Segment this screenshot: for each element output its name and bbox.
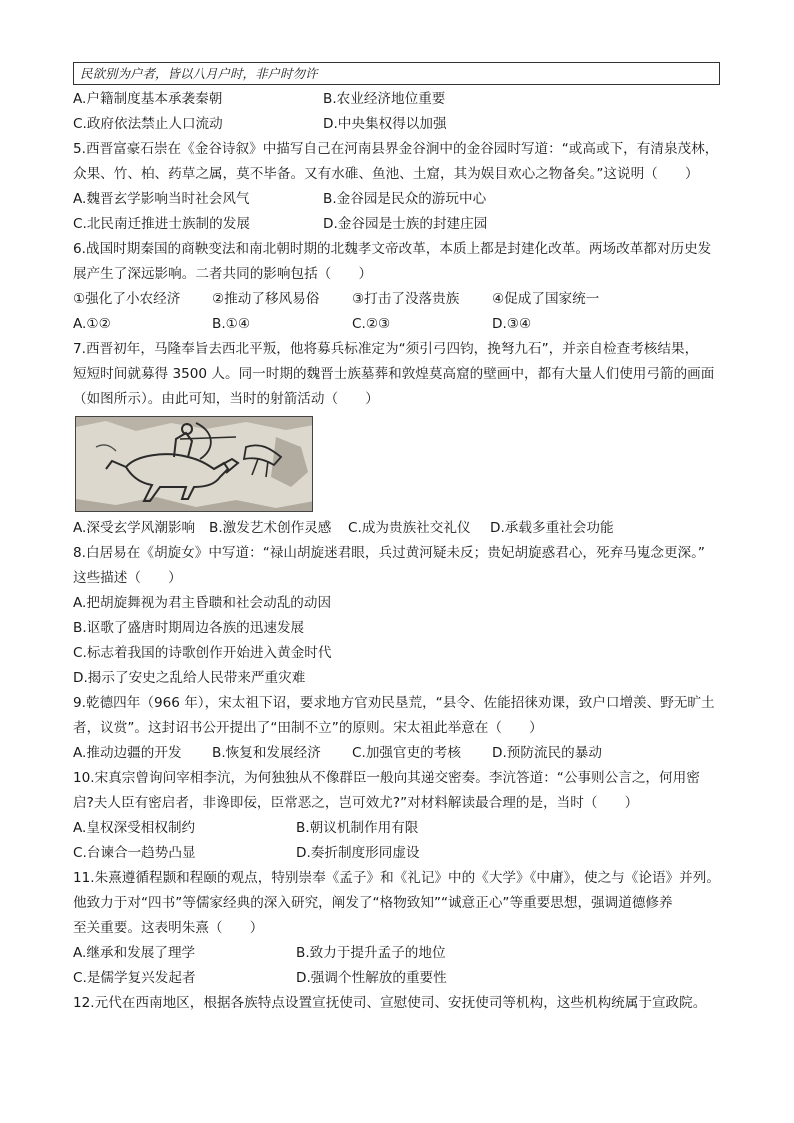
q6-option-c[interactable]: C.②③ — [352, 316, 391, 332]
q5-option-d[interactable]: D.金谷园是士族的封建庄园 — [323, 216, 488, 232]
q6-stem-line-2: 展产生了深远影响。二者共同的影响包括（ ） — [73, 266, 373, 282]
q5-stem-line-2: 众果、竹、柏、药草之属，莫不毕备。又有水碓、鱼池、土窟，其为娱目欢心之物备矣。”这说明（ ） — [73, 166, 699, 182]
q5-option-a[interactable]: A.魏晋玄学影响当时社会风气 — [73, 191, 250, 207]
q11-option-d[interactable]: D.强调个性解放的重要性 — [296, 970, 447, 986]
q4-option-b[interactable]: B.农业经济地位重要 — [323, 91, 446, 107]
q10-stem-line-1: 10.宋真宗曾询问宰相李沆，为何独独从不像群臣一般向其递交密奏。李沆答道：“公事则公言之，何用密 — [73, 770, 700, 786]
q8-stem-line-2: 这些描述（ ） — [73, 570, 182, 586]
q11-stem-line-1: 11.朱熹遵循程颢和程颐的观点，特别崇奉《孟子》和《礼记》中的《大学》《中庸》，使之与《论语》并列。 — [73, 870, 720, 886]
q6-option-b[interactable]: B.①④ — [212, 316, 251, 332]
q9-option-a[interactable]: A.推动边疆的开发 — [73, 745, 182, 761]
q8-option-c[interactable]: C.标志着我国的诗歌创作开始进入黄金时代 — [73, 645, 332, 661]
q5-stem-line-1: 5.西晋富豪石崇在《金谷诗叙》中描写自己在河南县界金谷涧中的金谷园时写道：“或高或下，有清泉茂林， — [73, 141, 719, 157]
q8-option-d[interactable]: D.揭示了安史之乱给人民带来严重灾难 — [73, 670, 306, 686]
q8-option-b[interactable]: B.讴歌了盛唐时期周边各族的迅速发展 — [73, 620, 305, 636]
q8-stem-line-1: 8.白居易在《胡旋女》中写道：“禄山胡旋迷君眼，兵过黄河疑未反；贵妃胡旋惑君心，死弃马嵬念更深。” — [73, 545, 705, 561]
q10-option-b[interactable]: B.朝议机制作用有限 — [296, 820, 419, 836]
q12-stem-line-1: 12.元代在西南地区，根据各族特点设置宣抚使司、宣慰使司、安抚使司等机构，这些机构统属于宣政院。 — [73, 995, 707, 1011]
q9-option-b[interactable]: B.恢复和发展经济 — [212, 745, 321, 761]
q11-stem-line-3: 至关重要。这表明朱熹（ ） — [73, 920, 264, 936]
q6-item-2: ②推动了移风易俗 — [212, 291, 320, 307]
q11-option-c[interactable]: C.是儒学复兴发起者 — [73, 970, 196, 986]
q5-option-b[interactable]: B.金谷园是民众的游玩中心 — [323, 191, 487, 207]
q7-stem-line-1: 7.西晋初年，马隆奉旨去西北平叛，他将募兵标准定为“须引弓四钧，挽弩九石”，并亲自检查考核结果， — [73, 341, 699, 357]
q11-option-a[interactable]: A.继承和发展了理学 — [73, 945, 196, 961]
q9-option-d[interactable]: D.预防流民的暴动 — [492, 745, 602, 761]
q10-option-d[interactable]: D.奏折制度形同虚设 — [296, 845, 420, 861]
horseback-archer-illustration — [76, 417, 313, 512]
q4-source-quote: 民欲别为户者，皆以八月户时，非户时勿许 — [73, 62, 720, 85]
q6-stem-line-1: 6.战国时期秦国的商鞅变法和南北朝时期的北魏孝文帝改革，本质上都是封建化改革。两场改革都对历史发 — [73, 241, 712, 257]
q11-option-b[interactable]: B.致力于提升孟子的地位 — [296, 945, 446, 961]
archery-mural-image — [75, 416, 313, 512]
q10-stem-line-2: 启?夫人臣有密启者，非谗即佞，臣常恶之，岂可效尤?”对材料解读最合理的是，当时（ ） — [73, 795, 639, 811]
q9-stem-line-1: 9.乾德四年（966 年），宋太祖下诏，要求地方官劝民垦荒，“县令、佐能招徕劝课，致户口增羡、野无旷土 — [73, 695, 715, 711]
q10-option-a[interactable]: A.皇权深受相权制约 — [73, 820, 196, 836]
q9-stem-line-2: 者，议赏”。这封诏书公开提出了“田制不立”的原则。宋太祖此举意在（ ） — [73, 720, 543, 736]
q7-stem-line-2: 短短时间就募得 3500 人。同一时期的魏晋士族墓葬和敦煌莫高窟的壁画中，都有大量人们使用弓箭的画面 — [73, 366, 715, 382]
q7-option-a[interactable]: A.深受玄学风潮影响 — [73, 520, 196, 536]
q7-option-d[interactable]: D.承载多重社会功能 — [490, 520, 614, 536]
q9-option-c[interactable]: C.加强官吏的考核 — [352, 745, 461, 761]
q6-item-3: ③打击了没落贵族 — [352, 291, 460, 307]
q8-option-a[interactable]: A.把胡旋舞视为君主昏聩和社会动乱的动因 — [73, 595, 332, 611]
q6-item-4: ④促成了国家统一 — [492, 291, 600, 307]
q7-stem-line-3: （如图所示）。由此可知，当时的射箭活动（ ） — [73, 391, 379, 407]
q6-option-d[interactable]: D.③④ — [492, 316, 532, 332]
q5-option-c[interactable]: C.北民南迁推进士族制的发展 — [73, 216, 250, 232]
q4-option-a[interactable]: A.户籍制度基本承袭秦朝 — [73, 91, 223, 107]
q4-option-d[interactable]: D.中央集权得以加强 — [323, 116, 447, 132]
q6-item-1: ①强化了小农经济 — [73, 291, 181, 307]
q7-option-b[interactable]: B.激发艺术创作灵感 — [209, 520, 332, 536]
q11-stem-line-2: 他致力于对“四书”等儒家经典的深入研究，阐发了“格物致知”“诚意正心”等重要思想，强调道德修养 — [73, 895, 673, 911]
q10-option-c[interactable]: C.台谏合一趋势凸显 — [73, 845, 196, 861]
q6-option-a[interactable]: A.①② — [73, 316, 111, 332]
q7-option-c[interactable]: C.成为贵族社交礼仪 — [348, 520, 471, 536]
q4-option-c[interactable]: C.政府依法禁止人口流动 — [73, 116, 223, 132]
